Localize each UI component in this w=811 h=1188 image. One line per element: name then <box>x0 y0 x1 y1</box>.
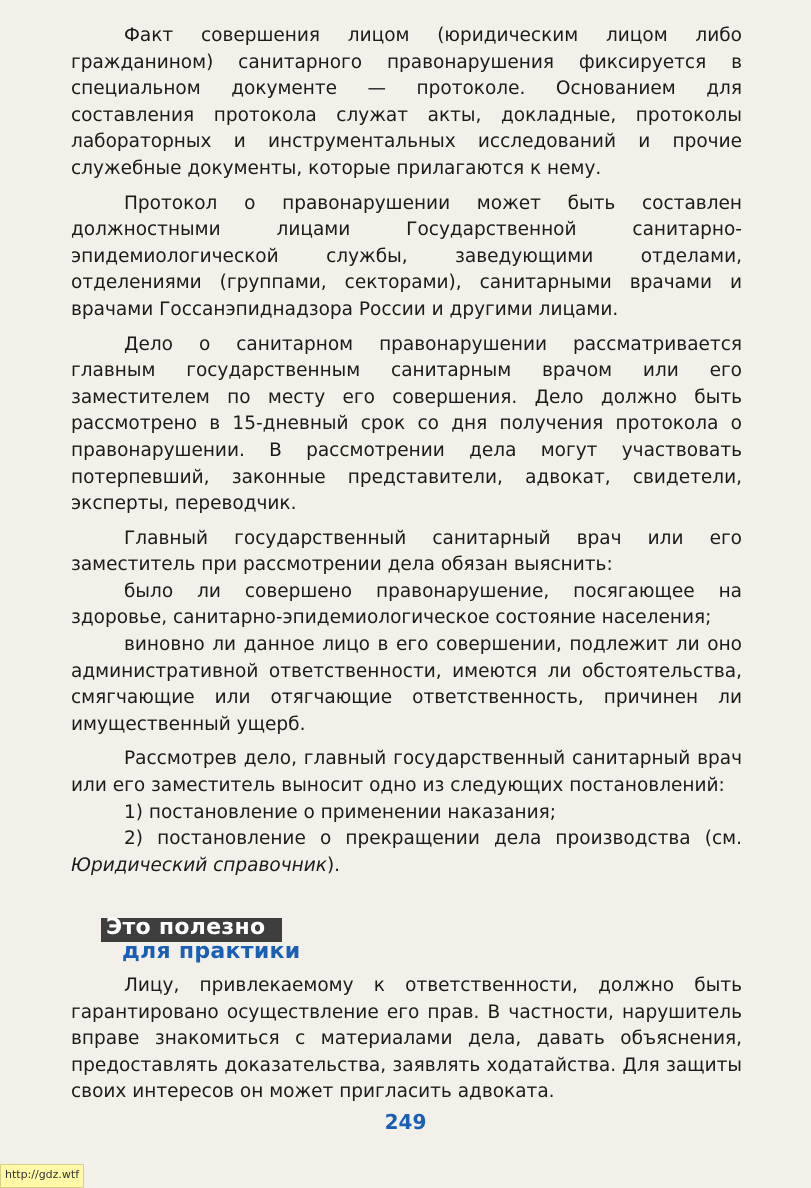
paragraph-duty-2: виновно ли данное лицо в его совершении, подлежит ли оно административной ответственности, имеются ли обстоятельства, смягчающие или отягчающие ответственность, причинен ли имущественный ущерб. <box>71 634 742 735</box>
list-item-penalty: 1) постановление о применении наказания; <box>124 801 556 823</box>
paragraph-decision-intro: Рассмотрев дело, главный государственный санитарный врач или его заместитель выносит одно из следующих постановлений: <box>71 748 742 797</box>
list-item-termination-end: ). <box>326 854 341 876</box>
page-number: 249 <box>384 1110 427 1134</box>
main-text <box>71 23 742 879</box>
list-item-termination-text: 2) постановление о прекращении дела производства (см. <box>124 828 742 850</box>
practice-callout <box>101 915 341 969</box>
paragraph-protocol-fact: Факт совершения лицом (юридическим лицом либо гражданином) санитарного правонарушения фиксируется в специальном документе — протоколе. Основанием для составления протокола служат акты, докладные, протоколы лабораторных и инструментальных исследований и прочие служебные документы, которые прилагаются к нему. <box>71 25 742 179</box>
paragraph-case-review: Дело о санитарном правонарушении рассматривается главным государственным санитарным врачом или его заместителем по месту его совершения. Дело должно быть рассмотрено в 15-дневный срок со дня получения протокола о правонарушении. В рассмотрении дела могут участвовать потерпевший, законные представители, адвокат, свидетели, эксперты, переводчик. <box>71 333 742 515</box>
paragraph-protocol-authors: Протокол о правонарушении может быть составлен должностными лицами Государственной санитарно-эпидемиологической службы, заведующими отделами, отделениями (группами, секторами), санитарными врачами и врачами Госсанэпиднадзора России и другими лицами. <box>71 192 742 320</box>
reference-title: Юридический справочник <box>71 854 327 876</box>
paragraph-duties-intro: Главный государственный санитарный врач или его заместитель при рассмотрении дела обязан выяснить: <box>71 527 742 576</box>
paragraph-duty-1: было ли совершено правонарушение, посягающее на здоровье, санитарно-эпидемиологическое состояние населения; <box>71 580 742 629</box>
practice-text <box>71 973 742 1106</box>
paragraph-offender-rights: Лицу, привлекаемому к ответственности, должно быть гарантировано осуществление его прав. В частности, нарушитель вправе знакомиться с материалами дела, давать объяснения, предоставлять доказательства, заявлять ходатайства. Для защиты своих интересов он может пригласить адвоката. <box>71 975 742 1103</box>
list-item-termination <box>71 826 742 879</box>
watermark-link[interactable]: http://gdz.wtf <box>0 1164 84 1188</box>
callout-title-line2: для практики <box>122 939 301 964</box>
callout-title-line1: Это полезно <box>106 915 266 940</box>
